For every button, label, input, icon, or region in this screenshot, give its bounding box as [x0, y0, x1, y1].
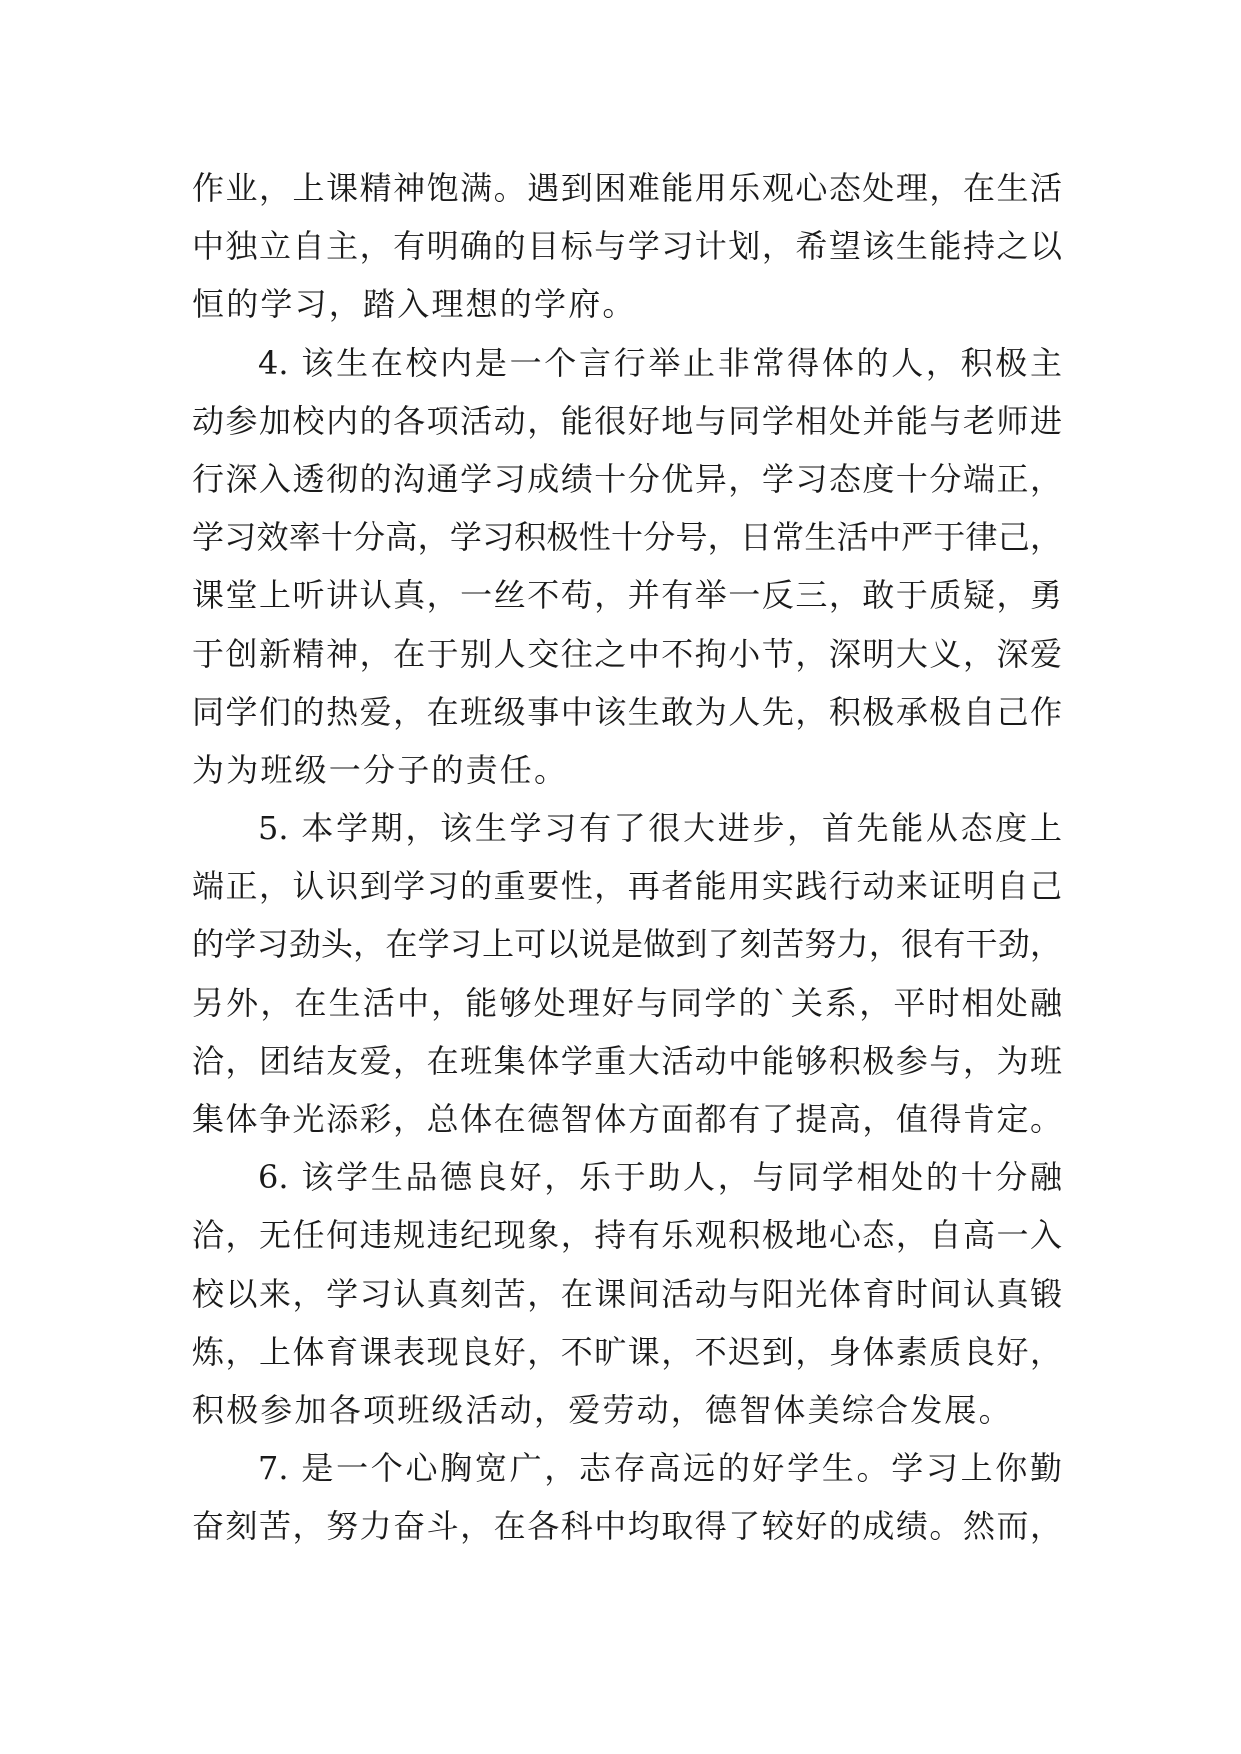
text-line: 积极参加各项班级活动，爱劳动，德智体美综合发展。: [192, 1390, 1013, 1429]
text-line: 行深入透彻的沟通学习成绩十分优异，学习态度十分端正，: [192, 459, 1062, 498]
text-line: 于创新精神，在于别人交往之中不拘小节，深明大义，深爱: [192, 634, 1062, 673]
text-line: 作业，上课精神饱满。遇到困难能用乐观心态处理，在生活: [192, 169, 1062, 207]
text-line: 另外，在生活中，能够处理好与同学的`关系，平时相处融: [192, 983, 1062, 1022]
text-line: 4. 该生在校内是一个言行举止非常得体的人，积极主: [258, 343, 1062, 382]
text-line: 的学习劲头，在学习上可以说是做到了刻苦努力，很有干劲，: [192, 925, 1062, 964]
text-line: 中独立自主，有明确的目标与学习计划，希望该生能持之以: [192, 227, 1062, 266]
text-line: 洽，团结友爱，在班集体学重大活动中能够积极参与，为班: [192, 1041, 1062, 1080]
text-line: 6. 该学生品德良好，乐于助人，与同学相处的十分融: [258, 1158, 1062, 1197]
text-line: 为为班级一分子的责任。: [192, 750, 569, 789]
text-line: 奋刻苦，努力奋斗，在各科中均取得了较好的成绩。然而，: [192, 1507, 1062, 1546]
text-line: 动参加校内的各项活动，能很好地与同学相处并能与老师进: [192, 401, 1062, 440]
text-line: 7. 是一个心胸宽广，志存高远的好学生。学习上你勤: [258, 1449, 1062, 1488]
text-line: 端正，认识到学习的重要性，再者能用实践行动来证明自己: [192, 867, 1062, 906]
text-line: 学习效率十分高，学习积极性十分号，日常生活中严于律己，: [192, 518, 1062, 557]
text-line: 恒的学习，踏入理想的学府。: [192, 285, 637, 324]
text-line: 5. 本学期，该生学习有了很大进步，首先能从态度上: [258, 809, 1062, 848]
text-line: 集体争光添彩，总体在德智体方面都有了提高，值得肯定。: [192, 1100, 1062, 1138]
text-line: 校以来，学习认真刻苦，在课间活动与阳光体育时间认真锻: [192, 1274, 1062, 1313]
text-line: 课堂上听讲认真，一丝不苟，并有举一反三，敢于质疑，勇: [192, 576, 1062, 615]
text-line: 同学们的热爱，在班级事中该生敢为人先，积极承极自己作: [192, 692, 1062, 731]
text-line: 洽，无任何违规违纪现象，持有乐观积极地心态，自高一入: [192, 1216, 1062, 1255]
text-line: 炼，上体育课表现良好，不旷课，不迟到，身体素质良好，: [192, 1332, 1062, 1371]
document-body: [192, 159, 1062, 1556]
